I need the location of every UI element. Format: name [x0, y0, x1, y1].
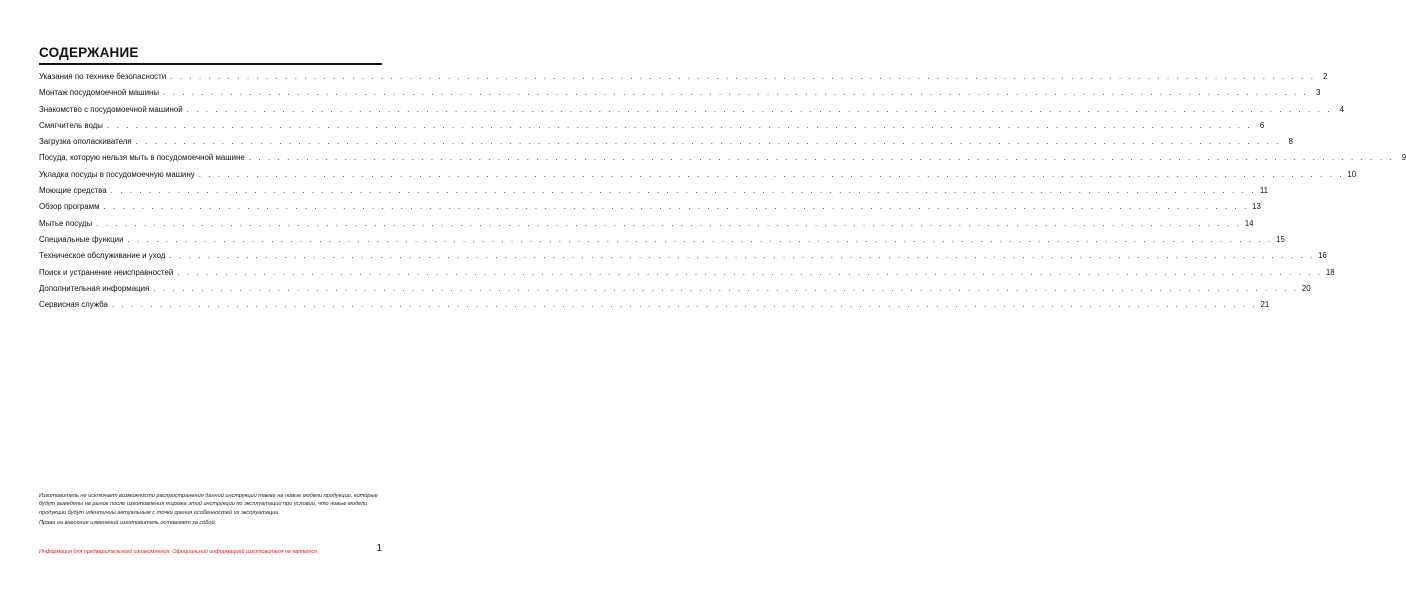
toc-dot-leader: . . . . . . . . . . . . . . . . . . . . . . . . . . . . . . . . . . . . . . . . . . . . . . . . . . . . . . . . . . . . . . . . . . . . . . . . . . . . . . . . . . . . . . . . . . . . . . . . . . . . . . . . . . . . . . . . . . . . . . . .	[169, 251, 1315, 261]
toc-entry-page: 9	[1401, 153, 1406, 163]
toc-entry-page: 2	[1323, 72, 1328, 81]
toc-dot-leader: . . . . . . . . . . . . . . . . . . . . . . . . . . . . . . . . . . . . . . . . . . . . . . . . . . . . . . . . . . . . . . . . . . . . . . . . . . . . . . . . . . . . . . . . . . . . . . . . . . . . . . . . . . . . . . . . . . . . . . . .	[106, 120, 1253, 130]
toc-entry-title: Техническое обслуживание и уход	[39, 251, 166, 261]
toc-entry-title: Мытье посуды	[39, 218, 93, 228]
toc-dot-leader: . . . . . . . . . . . . . . . . . . . . . . . . . . . . . . . . . . . . . . . . . . . . . . . . . . . . . . . . . . . . . . . . . . . . . . . . . . . . . . . . . . . . . . . . . . . . . . . . . . . . . . . . . . . . . . . . . . . . . . . .	[163, 88, 1309, 98]
toc-dot-leader: . . . . . . . . . . . . . . . . . . . . . . . . . . . . . . . . . . . . . . . . . . . . . . . . . . . . . . . . . . . . . . . . . . . . . . . . . . . . . . . . . . . . . . . . . . . . . . . . . . . . . . . . . . . . . . . . . . . . . . . .	[186, 104, 1332, 114]
toc-dot-leader: . . . . . . . . . . . . . . . . . . . . . . . . . . . . . . . . . . . . . . . . . . . . . . . . . . . . . . . . . . . . . . . . . . . . . . . . . . . . . . . . . . . . . . . . . . . . . . . . . . . . . . . . . . . . . . . . . . . . . . . .	[127, 234, 1273, 244]
toc-dot-leader: . . . . . . . . . . . . . . . . . . . . . . . . . . . . . . . . . . . . . . . . . . . . . . . . . . . . . . . . . . . . . . . . . . . . . . . . . . . . . . . . . . . . . . . . . . . . . . . . . . . . . . . . . . . . . . . . . . . . . . . .	[170, 72, 1316, 81]
toc-entry	[39, 69, 1328, 85]
toc-dot-leader: . . . . . . . . . . . . . . . . . . . . . . . . . . . . . . . . . . . . . . . . . . . . . . . . . . . . . . . . . . . . . . . . . . . . . . . . . . . . . . . . . . . . . . . . . . . . . . . . . . . . . . . . . . . . . . . . . . . . . . . .	[177, 267, 1323, 277]
toc-entry-page: 16	[1317, 251, 1327, 261]
toc-entry	[39, 134, 1293, 150]
toc-entry-page: 21	[1260, 300, 1270, 310]
footnote-paragraph: Изготовитель не исключает возможности распространения данной инструкции также на новые модели продукции, которые будут выведены на рынок после изготовления тиража этой инструкции по эксплуатации при условии, что новые модели продукции будут идентичны актуальным с точки зрения особенностей их эксплуатации.	[39, 493, 378, 516]
toc-entry	[39, 216, 1254, 232]
toc-entry-title: Укладка посуды в посудомоечную машину	[39, 169, 195, 179]
title-underline	[39, 63, 382, 65]
toc-entry-page: 20	[1301, 283, 1311, 293]
toc-dot-leader: . . . . . . . . . . . . . . . . . . . . . . . . . . . . . . . . . . . . . . . . . . . . . . . . . . . . . . . . . . . . . . . . . . . . . . . . . . . . . . . . . . . . . . . . . . . . . . . . . . . . . . . . . . . . . . . . . . . . . . . .	[153, 283, 1299, 293]
toc-entry-page: 15	[1276, 234, 1285, 244]
toc-entry	[39, 118, 1265, 134]
preliminary-info-note: Информация для предварительного ознакомления. Официальной информацией изготовителя не является.	[39, 549, 319, 555]
toc-entry	[39, 265, 1335, 281]
page-title: СОДЕРЖАНИЕ	[39, 45, 139, 60]
toc-entry	[39, 150, 1406, 166]
toc-dot-leader: . . . . . . . . . . . . . . . . . . . . . . . . . . . . . . . . . . . . . . . . . . . . . . . . . . . . . . . . . . . . . . . . . . . . . . . . . . . . . . . . . . . . . . . . . . . . . . . . . . . . . . . . . . . . . . . . . . . . . . . .	[110, 186, 1257, 196]
toc-entry	[39, 281, 1311, 297]
toc-entry-title: Моющие средства	[39, 186, 107, 196]
toc-entry-title: Сервисная служба	[39, 300, 108, 310]
toc-entry	[39, 248, 1327, 264]
toc-entry-title: Обзор программ	[39, 202, 100, 212]
toc-dot-leader: . . . . . . . . . . . . . . . . . . . . . . . . . . . . . . . . . . . . . . . . . . . . . . . . . . . . . . . . . . . . . . . . . . . . . . . . . . . . . . . . . . . . . . . . . . . . . . . . . . . . . . . . . . . . . . . . . . . . . . . .	[248, 153, 1395, 163]
toc-entry	[39, 183, 1269, 199]
toc-dot-leader: . . . . . . . . . . . . . . . . . . . . . . . . . . . . . . . . . . . . . . . . . . . . . . . . . . . . . . . . . . . . . . . . . . . . . . . . . . . . . . . . . . . . . . . . . . . . . . . . . . . . . . . . . . . . . . . . . . . . . . . .	[135, 137, 1281, 147]
toc-entry-title: Загрузка ополаскивателя	[39, 137, 132, 147]
toc-entry-title: Смягчитель воды	[39, 120, 103, 130]
toc-entry-page: 14	[1244, 218, 1254, 228]
toc-entry-title: Поиск и устранение неисправностей	[39, 267, 174, 277]
toc-entry-page: 13	[1252, 202, 1261, 212]
table-of-contents	[39, 69, 1406, 313]
toc-entry-page: 11	[1259, 186, 1269, 196]
toc-entry-title: Дополнительная информация	[39, 283, 150, 293]
toc-entry	[39, 85, 1321, 101]
page-number: 1	[376, 543, 382, 554]
toc-entry	[39, 297, 1270, 313]
toc-dot-leader: . . . . . . . . . . . . . . . . . . . . . . . . . . . . . . . . . . . . . . . . . . . . . . . . . . . . . . . . . . . . . . . . . . . . . . . . . . . . . . . . . . . . . . . . . . . . . . . . . . . . . . . . . . . . . . . . . . . . . . . .	[198, 169, 1345, 179]
footnote	[39, 492, 382, 529]
toc-entry-title: Посуда, которую нельзя мыть в посудомоечной машине	[39, 153, 245, 163]
toc-entry	[39, 167, 1357, 183]
toc-entry-page: 10	[1347, 169, 1357, 179]
footnote-paragraph: Право на внесение изменений изготовитель оставляет за собой.	[39, 519, 217, 526]
toc-dot-leader: . . . . . . . . . . . . . . . . . . . . . . . . . . . . . . . . . . . . . . . . . . . . . . . . . . . . . . . . . . . . . . . . . . . . . . . . . . . . . . . . . . . . . . . . . . . . . . . . . . . . . . . . . . . . . . . . . . . . . . . .	[111, 300, 1258, 310]
toc-entry-page: 18	[1325, 267, 1335, 277]
toc-entry	[39, 102, 1344, 118]
toc-entry-title: Указания по технике безопасности	[39, 72, 167, 81]
toc-entry-page: 4	[1339, 104, 1344, 114]
toc-entry-page: 8	[1288, 137, 1293, 147]
toc-entry-title: Специальные функции	[39, 234, 124, 244]
toc-entry	[39, 232, 1285, 248]
toc-entry	[39, 199, 1261, 215]
toc-entry-title: Монтаж посудомоечной машины	[39, 88, 160, 98]
toc-entry-page: 6	[1259, 120, 1265, 130]
toc-dot-leader: . . . . . . . . . . . . . . . . . . . . . . . . . . . . . . . . . . . . . . . . . . . . . . . . . . . . . . . . . . . . . . . . . . . . . . . . . . . . . . . . . . . . . . . . . . . . . . . . . . . . . . . . . . . . . . . . . . . . . . . .	[103, 202, 1249, 212]
toc-dot-leader: . . . . . . . . . . . . . . . . . . . . . . . . . . . . . . . . . . . . . . . . . . . . . . . . . . . . . . . . . . . . . . . . . . . . . . . . . . . . . . . . . . . . . . . . . . . . . . . . . . . . . . . . . . . . . . . . . . . . . . . .	[96, 218, 1242, 228]
toc-entry-page: 3	[1316, 88, 1321, 98]
toc-entry-title: Знакомство с посудомоечной машиной	[39, 104, 183, 114]
